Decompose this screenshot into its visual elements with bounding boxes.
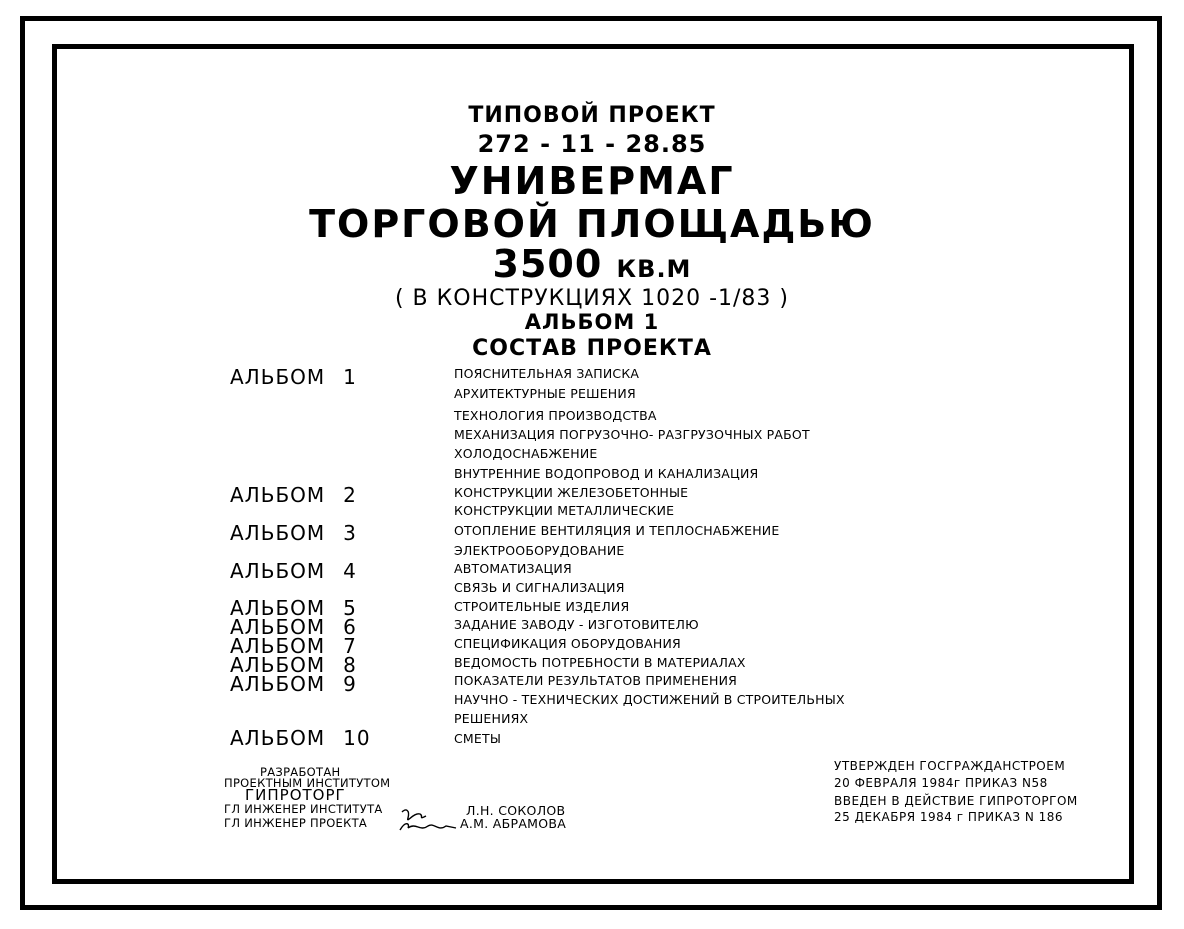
area-value: 3500 [492,242,603,286]
signature-image [396,806,460,836]
contents-item: ОТОПЛЕНИЕ ВЕНТИЛЯЦИЯ И ТЕПЛОСНАБЖЕНИЕ [454,523,780,538]
approval-line: 25 ДЕКАБРЯ 1984 г ПРИКАЗ N 186 [834,810,1064,824]
contents-item: КОНСТРУКЦИИ ЖЕЛЕЗОБЕТОННЫЕ [454,485,689,500]
developer-line: ПРОЕКТНЫМ ИНСТИТУТОМ [224,776,391,790]
construction-note: ( В КОНСТРУКЦИЯХ 1020 -1/83 ) [394,286,790,311]
contents-item: АВТОМАТИЗАЦИЯ [454,561,572,576]
contents-item: СВЯЗЬ И СИГНАЛИЗАЦИЯ [454,580,625,595]
contents-item: СМЕТЫ [454,731,502,746]
contents-item: КОНСТРУКЦИИ МЕТАЛЛИЧЕСКИЕ [454,503,675,518]
developer-line: РАЗРАБОТАН [260,765,341,779]
contents-item: НАУЧНО - ТЕХНИЧЕСКИХ ДОСТИЖЕНИЙ В СТРОИТЕЛЬНЫХ [454,692,845,707]
chief-engineer-institute-label: ГЛ ИНЖЕНЕР ИНСТИТУТА [224,802,383,816]
album-label: АЛЬБОМ 6 [230,615,357,639]
contents-item: ЭЛЕКТРООБОРУДОВАНИЕ [454,543,625,558]
area-unit: КВ.М [616,255,692,283]
contents-item: ВЕДОМОСТЬ ПОТРЕБНОСТИ В МАТЕРИАЛАХ [454,655,746,670]
building-subtitle: ТОРГОВОЙ ПЛОЩАДЬЮ [309,202,875,246]
contents-item: ЗАДАНИЕ ЗАВОДУ - ИЗГОТОВИТЕЛЮ [454,617,699,632]
project-type-title: ТИПОВОЙ ПРОЕКТ [468,103,716,128]
chief-engineer-project-name: А.М. АБРАМОВА [460,816,567,831]
area-line [0,242,1184,286]
album-label: АЛЬБОМ 2 [230,483,357,507]
contents-item: ВНУТРЕННИЕ ВОДОПРОВОД И КАНАЛИЗАЦИЯ [454,466,759,481]
album-label: АЛЬБОМ 7 [230,634,357,658]
album-label: АЛЬБОМ 3 [230,521,357,545]
project-number: 272 - 11 - 28.85 [477,130,707,158]
contents-heading: СОСТАВ ПРОЕКТА [472,336,712,361]
contents-item: АРХИТЕКТУРНЫЕ РЕШЕНИЯ [454,386,636,401]
contents-item: СПЕЦИФИКАЦИЯ ОБОРУДОВАНИЯ [454,636,681,651]
chief-engineer-project-label: ГЛ ИНЖЕНЕР ПРОЕКТА [224,816,368,830]
approval-line: УТВЕРЖДЕН ГОСГРАЖДАНСТРОЕМ [834,759,1066,773]
album-label: АЛЬБОМ 1 [230,365,357,389]
album-label: АЛЬБОМ 9 [230,672,357,696]
contents-item: МЕХАНИЗАЦИЯ ПОГРУЗОЧНО- РАЗГРУЗОЧНЫХ РАБОТ [454,427,810,442]
developer-institute: ГИПРОТОРГ [245,786,346,804]
contents-item: РЕШЕНИЯХ [454,711,529,726]
contents-item: ПОЯСНИТЕЛЬНАЯ ЗАПИСКА [454,366,640,381]
album-label: АЛЬБОМ 5 [230,596,357,620]
album-label: АЛЬБОМ 8 [230,653,357,677]
album-number-heading: АЛЬБОМ 1 [524,310,660,334]
contents-item: ХОЛОДОСНАБЖЕНИЕ [454,446,598,461]
chief-engineer-institute-name: Л.Н. СОКОЛОВ [466,803,566,818]
album-label: АЛЬБОМ 4 [230,559,357,583]
contents-item: ТЕХНОЛОГИЯ ПРОИЗВОДСТВА [454,408,657,423]
album-label: АЛЬБОМ 10 [230,726,371,750]
contents-item: СТРОИТЕЛЬНЫЕ ИЗДЕЛИЯ [454,599,630,614]
contents-item: ПОКАЗАТЕЛИ РЕЗУЛЬТАТОВ ПРИМЕНЕНИЯ [454,673,738,688]
building-title: УНИВЕРМАГ [449,159,735,203]
approval-line: 20 ФЕВРАЛЯ 1984г ПРИКАЗ N58 [834,776,1048,790]
approval-line: ВВЕДЕН В ДЕЙСТВИЕ ГИПРОТОРГОМ [834,794,1078,808]
